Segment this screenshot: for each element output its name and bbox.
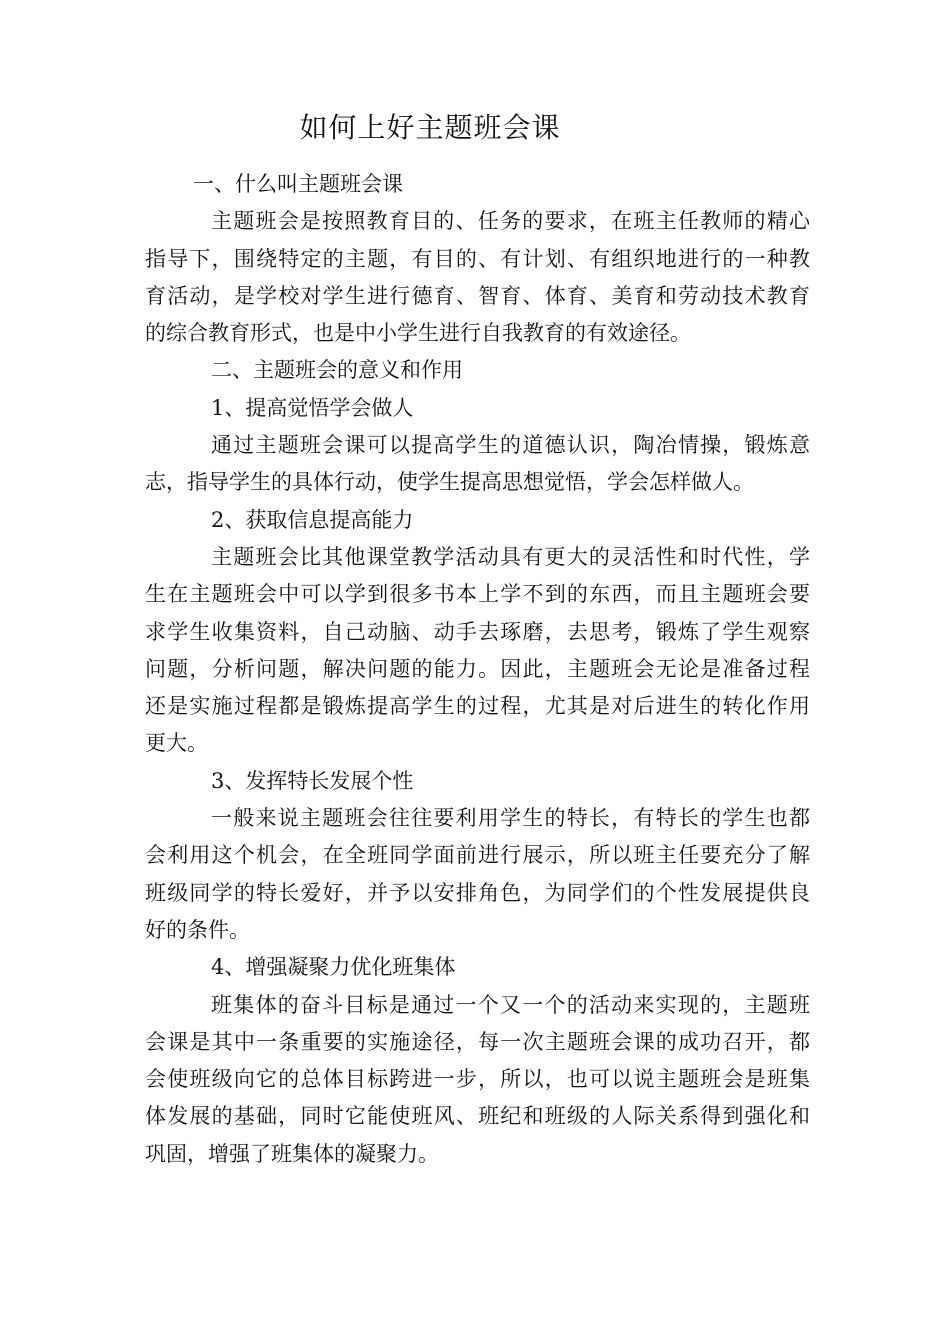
paragraph-line: 通过主题班会课可以提高学生的道德认识，陶冶情操，锻炼意	[211, 433, 810, 458]
section-heading-1: 一、什么叫主题班会课	[193, 172, 403, 196]
paragraph-line: 指导下，围绕特定的主题，有目的、有计划、有组织地进行的一种教	[145, 246, 810, 271]
paragraph-line: 会利用这个机会，在全班同学面前进行展示，所以班主任要充分了解	[145, 843, 810, 868]
subheading-3: 3、发挥特长发展个性	[211, 768, 414, 793]
paragraph-line: 主题班会是按照教育目的、任务的要求，在班主任教师的精心	[211, 209, 810, 234]
paragraph-line: 班集体的奋斗目标是通过一个又一个的活动来实现的，主题班	[211, 992, 810, 1017]
paragraph-line: 的综合教育形式，也是中小学生进行自我教育的有效途径。	[145, 321, 691, 346]
subheading-1: 1、提高觉悟学会做人	[211, 395, 414, 420]
subheading-4: 4、增强凝聚力优化班集体	[211, 955, 456, 980]
paragraph-line: 会使班级向它的总体目标跨进一步，所以，也可以说主题班会是班集	[145, 1067, 810, 1092]
paragraph-line: 生在主题班会中可以学到很多书本上学不到的东西，而且主题班会要	[145, 582, 810, 607]
document-title: 如何上好主题班会课	[299, 111, 561, 144]
paragraph-line: 巩固，增强了班集体的凝聚力。	[145, 1141, 439, 1166]
paragraph-line: 求学生收集资料，自己动脑、动手去琢磨，去思考，锻炼了学生观察	[145, 619, 810, 644]
paragraph-line: 主题班会比其他课堂教学活动具有更大的灵活性和时代性，学	[211, 544, 810, 569]
paragraph-line: 还是实施过程都是锻炼提高学生的过程，尤其是对后进生的转化作用	[145, 694, 810, 719]
section-heading-2: 二、主题班会的意义和作用	[211, 358, 463, 383]
paragraph-line: 问题，分析问题，解决问题的能力。因此，主题班会无论是准备过程	[145, 656, 810, 681]
subheading-2: 2、获取信息提高能力	[211, 507, 414, 532]
paragraph-line: 一般来说主题班会往往要利用学生的特长，有特长的学生也都	[211, 806, 810, 831]
paragraph-line: 好的条件。	[145, 917, 250, 942]
paragraph-line: 更大。	[145, 731, 208, 756]
paragraph-line: 志，指导学生的具体行动，使学生提高思想觉悟，学会怎样做人。	[145, 470, 754, 495]
paragraph-line: 会课是其中一条重要的实施途径，每一次主题班会课的成功召开，都	[145, 1029, 810, 1054]
paragraph-line: 体发展的基础，同时它能使班风、班纪和班级的人际关系得到强化和	[145, 1104, 810, 1129]
paragraph-line: 班级同学的特长爱好，并予以安排角色，为同学们的个性发展提供良	[145, 880, 810, 905]
paragraph-line: 育活动，是学校对学生进行德育、智育、体育、美育和劳动技术教育	[145, 283, 810, 308]
document-body	[145, 166, 810, 1173]
